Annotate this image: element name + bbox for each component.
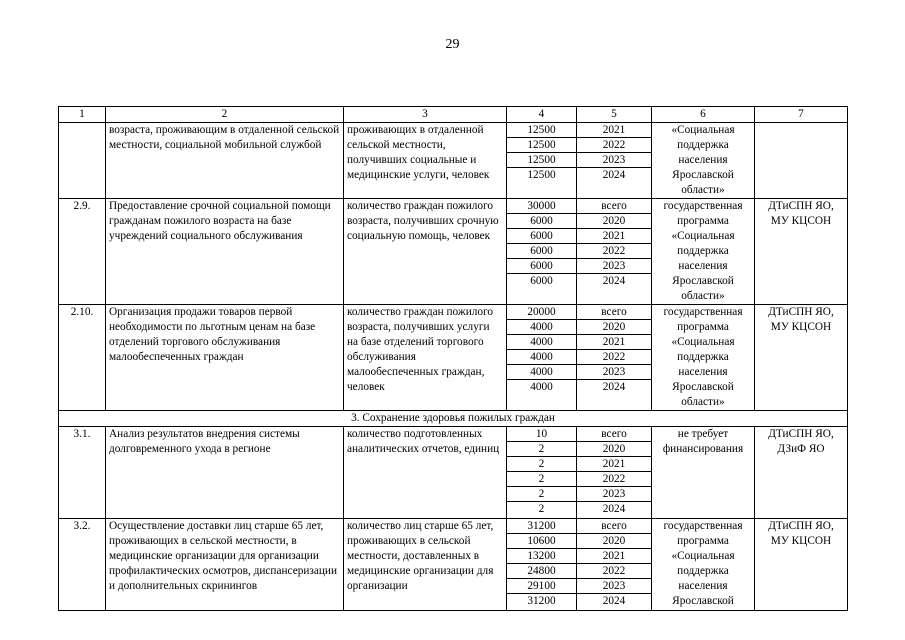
item-number [59, 123, 106, 199]
column-header: 6 [652, 107, 755, 123]
indicator-text: количество граждан пожилого возраста, получивших срочную социальную помощь, человек [344, 199, 507, 305]
years-cell [577, 305, 652, 411]
section-title: 3. Сохранение здоровья пожилых граждан [59, 411, 848, 427]
year: 2024 [602, 169, 626, 181]
executor: ДТиСПН ЯО, МУ КЦСОН [755, 305, 848, 411]
table-row [59, 427, 848, 519]
value: 4000 [507, 320, 576, 335]
table-row [59, 305, 848, 411]
page-number: 29 [445, 37, 460, 52]
measures-table [58, 106, 848, 611]
values-cell [507, 427, 577, 519]
value: 12500 [507, 123, 576, 138]
value: 6000 [507, 214, 576, 229]
table-row [59, 123, 848, 199]
year: 2021 [577, 123, 651, 138]
section-row [59, 411, 848, 427]
year: 2023 [577, 579, 651, 594]
value: 31200 [507, 519, 576, 534]
year: 2020 [577, 320, 651, 335]
years-cell [577, 519, 652, 611]
value: 24800 [507, 564, 576, 579]
year: 2021 [577, 335, 651, 350]
column-header: 5 [577, 107, 652, 123]
column-header: 1 [59, 107, 106, 123]
item-number: 3.2. [59, 519, 106, 611]
year: 2021 [577, 457, 651, 472]
year: 2024 [602, 275, 626, 287]
value: 6000 [507, 229, 576, 244]
funding-source: государственная программа «Социальная поддержка населения Ярославской области» [652, 305, 755, 411]
funding-source: не требует финансирования [652, 427, 755, 519]
column-header: 2 [106, 107, 344, 123]
value: 4000 [507, 335, 576, 350]
value: 4000 [507, 365, 576, 380]
executor [755, 123, 848, 199]
year: 2023 [577, 487, 651, 502]
indicator-text: количество граждан пожилого возраста, получивших услуги на базе отделений торгового обслуживания малообеспеченных граждан, человек [344, 305, 507, 411]
value: 6000 [530, 275, 553, 287]
funding-source: государственная программа «Социальная поддержка населения Ярославской [652, 519, 755, 611]
value: 10 [507, 427, 576, 442]
value: 2 [507, 442, 576, 457]
year: всего [577, 305, 651, 320]
column-header: 3 [344, 107, 507, 123]
year: всего [577, 427, 651, 442]
value: 10600 [507, 534, 576, 549]
values-cell [507, 305, 577, 411]
measure-text: Анализ результатов внедрения системы долговременного ухода в регионе [106, 427, 344, 519]
value: 2 [507, 487, 576, 502]
measure-text: Осуществление доставки лиц старше 65 лет, проживающих в сельской местности, в медицинские организации для организации профилактических осмотров, диспансеризации и дополнительных скринингов [106, 519, 344, 611]
year: 2022 [577, 472, 651, 487]
value: 2 [507, 457, 576, 472]
executor: ДТиСПН ЯО, МУ КЦСОН [755, 519, 848, 611]
year: 2023 [577, 153, 651, 168]
value: 4000 [530, 381, 553, 393]
year: 2022 [577, 350, 651, 365]
values-cell [507, 199, 577, 305]
years-cell [577, 123, 652, 199]
executor: ДТиСПН ЯО, ДЗиФ ЯО [755, 427, 848, 519]
measure-text: Предоставление срочной социальной помощи гражданам пожилого возраста на базе учреждений социального обслуживания [106, 199, 344, 305]
measure-text: возраста, проживающим в отдаленной сельской местности, социальной мобильной службой [106, 123, 344, 199]
year: 2024 [602, 381, 626, 393]
year: 2022 [577, 138, 651, 153]
executor: ДТиСПН ЯО, МУ КЦСОН [755, 199, 848, 305]
funding-source: государственная программа «Социальная поддержка населения Ярославской области» [652, 199, 755, 305]
value: 30000 [507, 199, 576, 214]
value: 12500 [527, 169, 556, 181]
header-row [59, 107, 848, 123]
years-cell [577, 427, 652, 519]
value: 12500 [507, 138, 576, 153]
year: 2020 [577, 214, 651, 229]
year: 2023 [577, 259, 651, 274]
value: 13200 [507, 549, 576, 564]
year: 2021 [577, 229, 651, 244]
year: 2024 [602, 595, 626, 607]
value: 2 [538, 503, 545, 515]
value: 4000 [507, 350, 576, 365]
indicator-text: количество лиц старше 65 лет, проживающих в сельской местности, доставленных в медицинские организации для организации [344, 519, 507, 611]
value: 6000 [507, 244, 576, 259]
value: 12500 [507, 153, 576, 168]
years-cell [577, 199, 652, 305]
item-number: 2.10. [59, 305, 106, 411]
measure-text: Организация продажи товаров первой необходимости по льготным ценам на базе отделений торгового обслуживания малообеспеченных граждан [106, 305, 344, 411]
year: 2021 [577, 549, 651, 564]
item-number: 2.9. [59, 199, 106, 305]
funding-source: «Социальная поддержка населения Ярославской области» [652, 123, 755, 199]
year: всего [577, 519, 651, 534]
year: 2022 [577, 244, 651, 259]
value: 29100 [507, 579, 576, 594]
values-cell [507, 123, 577, 199]
indicator-text: проживающих в отдаленной сельской местности, получивших социальные и медицинские услуги, человек [344, 123, 507, 199]
value: 20000 [507, 305, 576, 320]
year: всего [577, 199, 651, 214]
year: 2023 [577, 365, 651, 380]
values-cell [507, 519, 577, 611]
value: 2 [507, 472, 576, 487]
indicator-text: количество подготовленных аналитических отчетов, единиц [344, 427, 507, 519]
year: 2024 [602, 503, 626, 515]
value: 31200 [527, 595, 556, 607]
table-row [59, 519, 848, 611]
table-row [59, 199, 848, 305]
column-header: 7 [755, 107, 848, 123]
year: 2022 [577, 564, 651, 579]
year: 2020 [577, 534, 651, 549]
item-number: 3.1. [59, 427, 106, 519]
year: 2020 [577, 442, 651, 457]
column-header: 4 [507, 107, 577, 123]
value: 6000 [507, 259, 576, 274]
